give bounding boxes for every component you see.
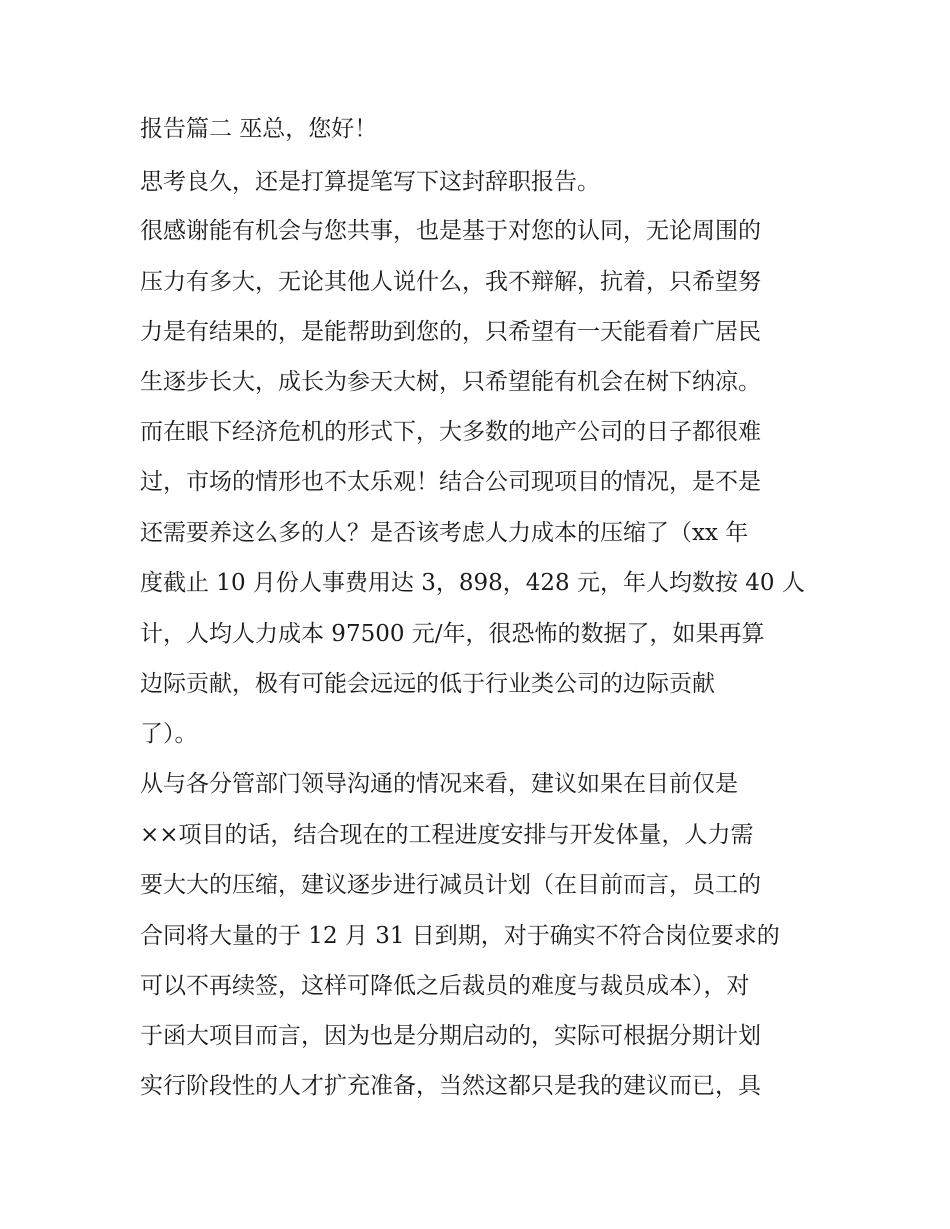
text-line: 压力有多大，无论其他人说什么，我不辩解，抗着，只希望努 (140, 269, 761, 295)
text-line: 力是有结果的，是能帮助到您的，只希望有一天能看着广居民 (140, 319, 761, 345)
text-line: 思考良久，还是打算提笔写下这封辞职报告。 (140, 169, 600, 195)
text-line: 可以不再续签，这样可降低之后裁员的难度与裁员成本），对 (140, 973, 750, 999)
text-line: 还需要养这么多的人？是否该考虑人力成本的压缩了（xx 年 (140, 520, 749, 546)
text-line: 生逐步长大，成长为参天大树，只希望能有机会在树下纳凉。 (140, 369, 761, 395)
text-line: 要大大的压缩，建议逐步进行减员计划（在目前而言，员工的 (140, 872, 761, 898)
text-line: 而在眼下经济危机的形式下，大多数的地产公司的日子都很难 (140, 419, 761, 445)
text-line: 合同将大量的于 12 月 31 日到期，对于确实不符合岗位要求的 (140, 923, 780, 949)
text-line: 于函大项目而言，因为也是分期启动的，实际可根据分期计划 (140, 1023, 761, 1049)
text-line: 度截止 10 月份人事费用达 3，898，428 元，年人均数按 40 人 (140, 570, 805, 596)
text-line: 过，市场的情形也不太乐观！结合公司现项目的情况，是不是 (140, 469, 761, 495)
text-line: ××项目的话，结合现在的工程进度安排与开发体量，人力需 (140, 822, 754, 848)
text-line: 从与各分管部门领导沟通的情况来看，建议如果在目前仅是 (140, 771, 738, 797)
text-line: 很感谢能有机会与您共事，也是基于对您的认同，无论周围的 (140, 218, 761, 244)
text-line: 边际贡献，极有可能会远远的低于行业类公司的边际贡献 (140, 671, 715, 697)
text-line: 了）。 (140, 721, 198, 747)
text-line: 计，人均人力成本 97500 元/年，很恐怖的数据了，如果再算 (140, 621, 765, 647)
text-line: 实行阶段性的人才扩充准备，当然这都只是我的建议而已，具 (140, 1073, 761, 1099)
greeting-line: 报告篇二 巫总，您好！ (140, 116, 378, 142)
